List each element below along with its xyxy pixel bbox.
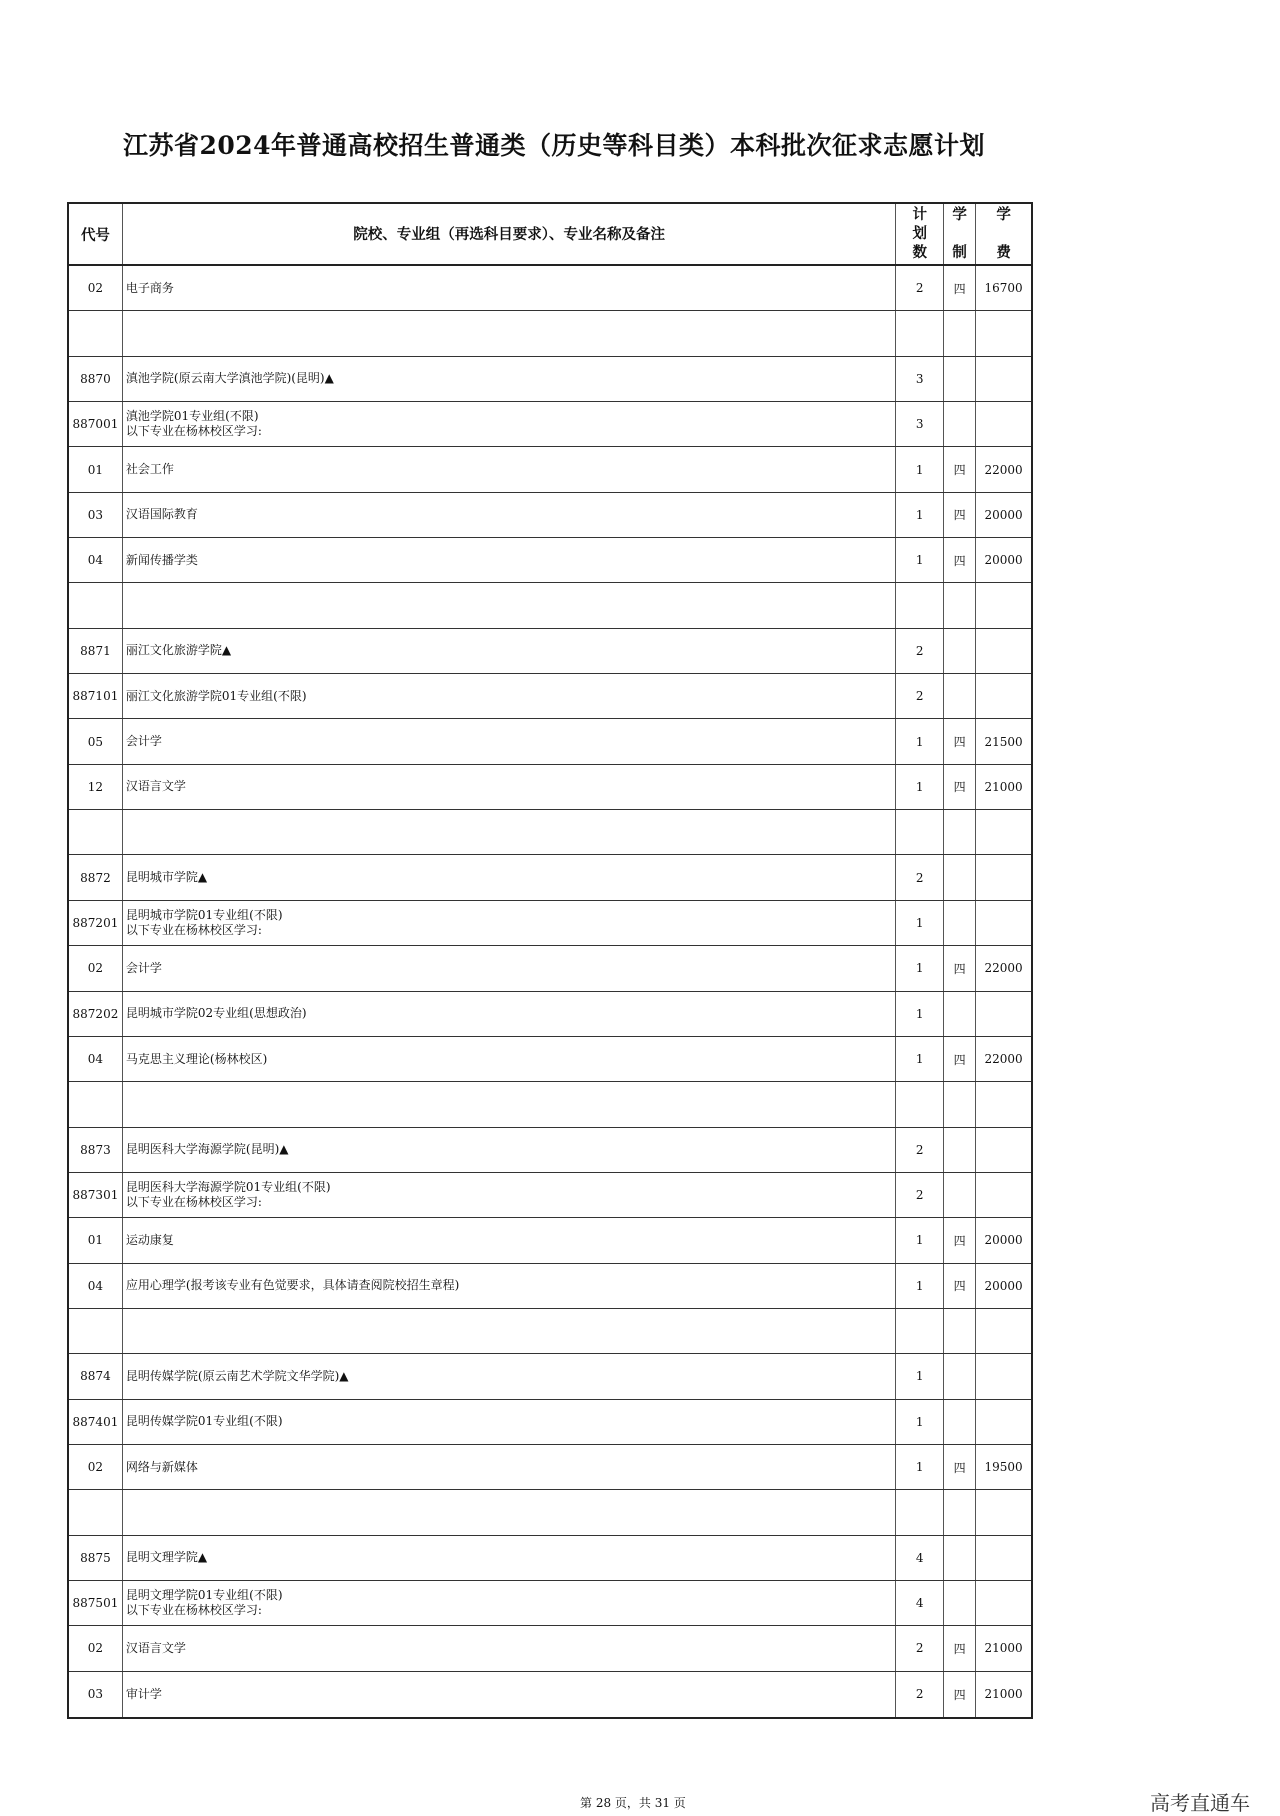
row-code: 887201 (69, 901, 123, 945)
row-name (123, 266, 896, 310)
row-name (123, 1309, 896, 1353)
row-name-text: 昆明文理学院▲ (125, 1550, 208, 1565)
row-name-text: 审计学 (125, 1686, 162, 1701)
row-code (69, 311, 123, 355)
row-name-text: 昆明城市学院▲ (125, 870, 208, 885)
table-row (69, 1626, 1031, 1671)
row-fee (976, 402, 1031, 446)
table-row (69, 1581, 1031, 1626)
row-fee (976, 810, 1031, 854)
row-code: 887202 (69, 992, 123, 1036)
row-code: 8875 (69, 1536, 123, 1580)
plan-table (67, 202, 1033, 1719)
row-plan: 4 (896, 1536, 944, 1580)
page-number: 第 28 页，共 31 页 (580, 1796, 686, 1810)
table-row (69, 311, 1031, 356)
row-plan: 4 (896, 1581, 944, 1625)
row-fee: 20000 (984, 1278, 1023, 1293)
table-body (69, 266, 1031, 1717)
row-code: 04 (69, 1037, 123, 1081)
row-code: 8873 (69, 1128, 123, 1172)
table-row (69, 946, 1031, 991)
row-code: 887001 (69, 402, 123, 446)
row-name-note: 以下专业在杨林校区学习: (125, 1603, 262, 1618)
row-name-text: 滇池学院01专业组(不限) (125, 409, 259, 424)
table-header (69, 204, 1031, 266)
row-plan (896, 583, 944, 627)
row-fee (976, 1354, 1031, 1398)
table-row (69, 583, 1031, 628)
header-plan-char: 数 (912, 244, 927, 261)
row-name-text: 运动康复 (125, 1232, 174, 1247)
table-row (69, 810, 1031, 855)
row-duration: 四 (944, 1626, 976, 1670)
table-row (69, 1672, 1031, 1717)
row-code: 01 (69, 447, 123, 491)
row-name (123, 946, 896, 990)
row-name-text: 丽江文化旅游学院▲ (125, 643, 232, 658)
row-code (69, 1490, 123, 1534)
row-duration (944, 1173, 976, 1217)
row-name (123, 1672, 896, 1717)
table-row (69, 1354, 1031, 1399)
header-plan-char: 划 (912, 225, 927, 242)
row-fee (976, 1082, 1031, 1126)
row-name-text: 昆明城市学院02专业组(思想政治) (125, 1006, 307, 1021)
row-fee: 21000 (984, 1687, 1023, 1702)
row-plan: 2 (896, 1626, 944, 1670)
row-duration (944, 1536, 976, 1580)
row-fee: 20000 (984, 1233, 1023, 1248)
row-duration: 四 (944, 538, 976, 582)
row-duration: 四 (944, 266, 976, 310)
row-plan: 3 (896, 402, 944, 446)
row-fee (976, 311, 1031, 355)
row-name-text: 滇池学院(原云南大学滇池学院)(昆明)▲ (125, 371, 334, 386)
table-row (69, 1400, 1031, 1445)
row-duration (944, 1082, 976, 1126)
table-row (69, 1264, 1031, 1309)
header-name: 院校、专业组（再选科目要求）、专业名称及备注 (123, 204, 896, 264)
table-row (69, 765, 1031, 810)
row-plan: 1 (896, 765, 944, 809)
row-fee: 19500 (984, 1460, 1023, 1475)
table-row (69, 1445, 1031, 1490)
row-name-text: 昆明城市学院01专业组(不限) (125, 907, 283, 922)
row-plan: 1 (896, 1354, 944, 1398)
row-code: 887501 (69, 1581, 123, 1625)
row-name-text: 昆明医科大学海源学院(昆明)▲ (125, 1142, 289, 1157)
table-row (69, 1309, 1031, 1354)
row-fee (976, 357, 1031, 401)
row-fee: 20000 (984, 553, 1023, 568)
row-plan: 2 (896, 1672, 944, 1717)
row-duration (944, 1128, 976, 1172)
row-name-text: 汉语国际教育 (125, 507, 198, 522)
row-duration (944, 901, 976, 945)
row-plan: 1 (896, 946, 944, 990)
row-name (123, 1082, 896, 1126)
row-duration: 四 (944, 1037, 976, 1081)
row-fee: 22000 (984, 961, 1023, 976)
row-name-text: 应用心理学(报考该专业有色觉要求，具体请查阅院校招生章程) (125, 1278, 460, 1293)
row-duration: 四 (944, 493, 976, 537)
row-name (123, 719, 896, 763)
table-row (69, 719, 1031, 764)
row-plan: 1 (896, 538, 944, 582)
row-name (123, 855, 896, 899)
row-plan: 2 (896, 266, 944, 310)
row-duration: 四 (944, 1672, 976, 1717)
row-name-text: 丽江文化旅游学院01专业组(不限) (125, 688, 307, 703)
header-plan (896, 204, 944, 264)
row-duration (944, 311, 976, 355)
table-row (69, 1037, 1031, 1082)
row-name-note: 以下专业在杨林校区学习: (125, 1195, 262, 1210)
row-plan (896, 1490, 944, 1534)
table-row (69, 1082, 1031, 1127)
row-code: 02 (69, 946, 123, 990)
row-plan: 2 (896, 1173, 944, 1217)
row-plan: 1 (896, 901, 944, 945)
row-name-text: 会计学 (125, 734, 162, 749)
row-duration: 四 (944, 447, 976, 491)
row-duration (944, 1309, 976, 1353)
table-row (69, 674, 1031, 719)
row-name (123, 1536, 896, 1580)
header-duration (944, 204, 976, 264)
row-code (69, 1082, 123, 1126)
row-fee: 20000 (984, 507, 1023, 522)
row-plan (896, 810, 944, 854)
row-plan: 1 (896, 719, 944, 763)
row-name-text: 网络与新媒体 (125, 1459, 198, 1474)
row-code: 02 (69, 1445, 123, 1489)
page-title: 江苏省2024年普通高校招生普通类（历史等科目类）本科批次征求志愿计划 (122, 131, 986, 160)
row-code: 887401 (69, 1400, 123, 1444)
row-duration (944, 1400, 976, 1444)
table-row (69, 447, 1031, 492)
row-fee: 22000 (984, 462, 1023, 477)
row-name (123, 810, 896, 854)
row-name (123, 1400, 896, 1444)
row-name (123, 583, 896, 627)
row-name-text: 汉语言文学 (125, 1640, 186, 1655)
table-row (69, 855, 1031, 900)
row-duration (944, 402, 976, 446)
row-fee (976, 1490, 1031, 1534)
row-plan: 2 (896, 1128, 944, 1172)
row-plan: 1 (896, 493, 944, 537)
header-fee (976, 204, 1031, 264)
row-name-text: 昆明文理学院01专业组(不限) (125, 1588, 283, 1603)
row-name-text: 马克思主义理论(杨林校区) (125, 1051, 268, 1066)
row-code: 887301 (69, 1173, 123, 1217)
row-fee (976, 1309, 1031, 1353)
row-code: 02 (69, 266, 123, 310)
row-code: 05 (69, 719, 123, 763)
row-code: 04 (69, 1264, 123, 1308)
header-fee-char: 费 (996, 244, 1011, 261)
row-code: 03 (69, 1672, 123, 1717)
row-name (123, 674, 896, 718)
row-name (123, 402, 896, 446)
row-duration (944, 1490, 976, 1534)
table-row (69, 357, 1031, 402)
row-duration (944, 674, 976, 718)
table-row (69, 1218, 1031, 1263)
row-name (123, 1264, 896, 1308)
row-plan: 1 (896, 1264, 944, 1308)
table-row (69, 1173, 1031, 1218)
row-code: 12 (69, 765, 123, 809)
row-code: 02 (69, 1626, 123, 1670)
row-duration (944, 992, 976, 1036)
row-name (123, 1354, 896, 1398)
row-plan (896, 1082, 944, 1126)
row-fee: 21000 (984, 779, 1023, 794)
row-name-text: 社会工作 (125, 462, 174, 477)
row-name (123, 1037, 896, 1081)
row-name-text: 电子商务 (125, 280, 174, 295)
row-plan: 2 (896, 855, 944, 899)
row-plan: 1 (896, 1037, 944, 1081)
row-duration (944, 1354, 976, 1398)
row-name-note: 以下专业在杨林校区学习: (125, 922, 262, 937)
row-fee (976, 1581, 1031, 1625)
watermark: 高考直通车 (1150, 1791, 1250, 1815)
row-fee (976, 1400, 1031, 1444)
row-fee (976, 1128, 1031, 1172)
row-name-text: 新闻传播学类 (125, 552, 198, 567)
header-code: 代号 (69, 204, 123, 264)
row-fee (976, 901, 1031, 945)
row-duration: 四 (944, 719, 976, 763)
header-duration-char: 学 (952, 206, 967, 223)
table-row (69, 992, 1031, 1037)
row-plan: 3 (896, 357, 944, 401)
row-code: 04 (69, 538, 123, 582)
row-fee: 22000 (984, 1052, 1023, 1067)
row-name-text: 会计学 (125, 960, 162, 975)
row-duration: 四 (944, 1445, 976, 1489)
row-name-text: 昆明传媒学院01专业组(不限) (125, 1414, 283, 1429)
row-code: 8872 (69, 855, 123, 899)
row-name-text: 汉语言文学 (125, 779, 186, 794)
row-duration: 四 (944, 1264, 976, 1308)
row-name-text: 昆明传媒学院(原云南艺术学院文华学院)▲ (125, 1368, 349, 1383)
row-fee: 21000 (984, 1641, 1023, 1656)
row-fee (976, 855, 1031, 899)
row-duration (944, 583, 976, 627)
row-fee (976, 992, 1031, 1036)
row-code (69, 583, 123, 627)
row-code (69, 1309, 123, 1353)
row-name (123, 1218, 896, 1262)
row-name (123, 992, 896, 1036)
row-name (123, 357, 896, 401)
row-fee (976, 1536, 1031, 1580)
row-name (123, 1490, 896, 1534)
row-name (123, 493, 896, 537)
table-row (69, 402, 1031, 447)
row-duration: 四 (944, 1218, 976, 1262)
header-duration-char: 制 (952, 244, 967, 261)
row-name (123, 1445, 896, 1489)
row-plan: 1 (896, 992, 944, 1036)
row-plan (896, 1309, 944, 1353)
row-plan: 2 (896, 674, 944, 718)
table-row (69, 493, 1031, 538)
row-fee (976, 674, 1031, 718)
row-fee: 16700 (984, 281, 1023, 296)
row-plan: 2 (896, 629, 944, 673)
row-plan (896, 311, 944, 355)
row-fee (976, 1173, 1031, 1217)
row-name (123, 311, 896, 355)
row-fee (976, 583, 1031, 627)
row-duration (944, 629, 976, 673)
row-duration (944, 855, 976, 899)
table-row (69, 266, 1031, 311)
table-row (69, 629, 1031, 674)
row-duration: 四 (944, 946, 976, 990)
row-duration (944, 1581, 976, 1625)
row-code: 03 (69, 493, 123, 537)
row-code: 01 (69, 1218, 123, 1262)
row-code: 8874 (69, 1354, 123, 1398)
row-name (123, 629, 896, 673)
row-name (123, 1128, 896, 1172)
row-fee: 21500 (984, 734, 1023, 749)
table-row (69, 1490, 1031, 1535)
table-row (69, 538, 1031, 583)
row-name (123, 901, 896, 945)
row-duration (944, 810, 976, 854)
row-code: 8870 (69, 357, 123, 401)
table-row (69, 901, 1031, 946)
row-plan: 1 (896, 1445, 944, 1489)
row-duration (944, 357, 976, 401)
row-code: 8871 (69, 629, 123, 673)
row-code: 887101 (69, 674, 123, 718)
row-plan: 1 (896, 1400, 944, 1444)
row-name-text: 昆明医科大学海源学院01专业组(不限) (125, 1180, 331, 1195)
row-name (123, 1581, 896, 1625)
row-plan: 1 (896, 447, 944, 491)
row-name (123, 538, 896, 582)
row-name-note: 以下专业在杨林校区学习: (125, 424, 262, 439)
row-name (123, 447, 896, 491)
table-row (69, 1128, 1031, 1173)
row-fee (976, 629, 1031, 673)
header-plan-char: 计 (912, 206, 927, 223)
header-fee-char: 学 (996, 206, 1011, 223)
row-name (123, 1173, 896, 1217)
row-plan: 1 (896, 1218, 944, 1262)
row-name (123, 765, 896, 809)
table-row (69, 1536, 1031, 1581)
row-name (123, 1626, 896, 1670)
row-duration: 四 (944, 765, 976, 809)
row-code (69, 810, 123, 854)
